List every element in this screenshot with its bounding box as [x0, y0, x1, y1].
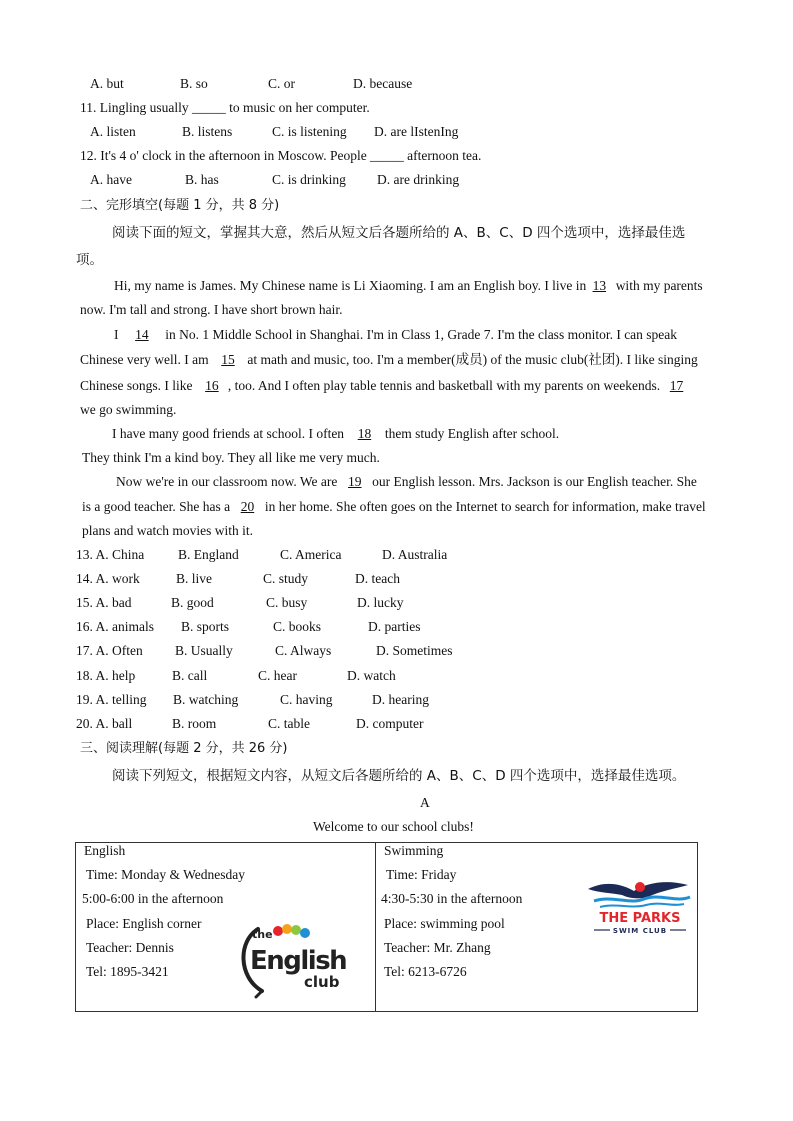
section-2-instruction-cont: 项。: [76, 252, 103, 268]
passage-text: is a good teacher. She has a: [82, 499, 234, 514]
q19-option-b[interactable]: B. watching: [173, 692, 239, 707]
passage-text: Now we're in our classroom now. We are: [116, 474, 341, 489]
q12-stem: 12. It's 4 o' clock in the afternoon in Moscow. People _____ afternoon tea.: [80, 148, 482, 163]
swimming-club-time: Time: Friday: [386, 867, 457, 882]
q11-option-a[interactable]: A. listen: [90, 124, 136, 139]
q20-option-a[interactable]: 20. A. ball: [76, 716, 133, 731]
q13-option-b[interactable]: B. England: [178, 547, 239, 562]
english-club-logo: [236, 919, 356, 999]
q10-option-c[interactable]: C. or: [268, 76, 295, 91]
passage-line: [114, 277, 703, 295]
q15-option-b[interactable]: B. good: [171, 595, 214, 610]
q12-option-d[interactable]: D. are drinking: [377, 172, 460, 187]
q13-option-d[interactable]: D. Australia: [382, 547, 448, 562]
english-club-place: Place: English corner: [86, 916, 202, 931]
english-logo-small: the: [252, 928, 273, 941]
blank-17: 17: [669, 378, 684, 393]
passage-text: at math and music, too. I'm a member(成员) of the music club(社团). I like singing: [243, 352, 698, 367]
q12-option-a[interactable]: A. have: [90, 172, 132, 187]
q18-option-c[interactable]: C. hear: [258, 668, 297, 683]
section-2-instruction: 阅读下面的短文，掌握其大意，然后从短文后各题所给的 A、B、C、D 四个选项中，选择最佳选: [112, 225, 686, 241]
passage-line: [116, 473, 697, 491]
blank-15: 15: [221, 352, 235, 367]
passage-line: [80, 377, 690, 395]
q17-option-b[interactable]: B. Usually: [175, 643, 233, 658]
q12-option-b[interactable]: B. has: [185, 172, 219, 187]
q11-option-c[interactable]: C. is listening: [272, 124, 347, 139]
passage-line: [114, 326, 677, 344]
passage-text: Chinese very well. I am: [80, 352, 212, 367]
q16-option-a[interactable]: 16. A. animals: [76, 619, 154, 634]
swimming-club-place: Place: swimming pool: [384, 916, 505, 931]
swimming-club-name: Swimming: [384, 843, 444, 858]
passage-line: [112, 425, 559, 443]
passage-line: plans and watch movies with it.: [82, 523, 253, 538]
swimming-club-hours: 4:30-5:30 in the afternoon: [381, 891, 523, 906]
q16-option-c[interactable]: C. books: [273, 619, 322, 634]
q18-option-d[interactable]: D. watch: [347, 668, 396, 683]
blank-19: 19: [348, 474, 362, 489]
passage-text: Chinese songs. I like: [80, 378, 196, 393]
section-3-title: 三、阅读理解(每题 2 分，共 26 分): [80, 741, 288, 756]
q14-option-c[interactable]: C. study: [263, 571, 309, 586]
english-club-hours: 5:00-6:00 in the afternoon: [82, 891, 224, 906]
blank-20: 20: [240, 499, 255, 514]
q15-option-c[interactable]: C. busy: [266, 595, 308, 610]
q15-option-d[interactable]: D. lucky: [357, 595, 404, 610]
q14-option-b[interactable]: B. live: [176, 571, 212, 586]
passage-text: them study English after school.: [381, 426, 560, 441]
passage-text: Hi, my name is James. My Chinese name is Li Xiaoming. I am an English boy. I live in: [114, 278, 587, 293]
english-club-time: Time: Monday & Wednesday: [86, 867, 246, 882]
q17-option-a[interactable]: 17. A. Often: [76, 643, 143, 658]
q12-option-c[interactable]: C. is drinking: [272, 172, 346, 187]
q18-option-a[interactable]: 18. A. help: [76, 668, 136, 683]
english-logo-club: club: [304, 973, 340, 991]
section-2-title: 二、完形填空(每题 1 分，共 8 分): [80, 198, 280, 213]
swimming-club-tel: Tel: 6213-6726: [384, 964, 467, 979]
swimming-club-teacher: Teacher: Mr. Zhang: [384, 940, 491, 955]
blank-14: 14: [135, 327, 149, 342]
passage-text: I have many good friends at school. I often: [112, 426, 348, 441]
passage-text: , too. And I often play table tennis and basketball with my parents on weekends.: [227, 378, 664, 393]
clubs-table: [75, 842, 698, 1012]
q18-option-b[interactable]: B. call: [172, 668, 208, 683]
reading-a-heading: Welcome to our school clubs!: [313, 819, 474, 834]
passage-line: we go swimming.: [80, 402, 177, 417]
blank-16: 16: [205, 378, 219, 393]
passage-text: with my parents: [612, 278, 703, 293]
english-club-tel: Tel: 1895-3421: [86, 964, 169, 979]
swimming-club-cell: [376, 843, 698, 1012]
passage-text: in her home. She often goes on the Internet to search for information, make travel: [261, 499, 706, 514]
q17-option-d[interactable]: D. Sometimes: [376, 643, 453, 658]
passage-line: [82, 498, 706, 516]
english-club-logo-graphic: [236, 919, 356, 999]
blank-13: 13: [592, 278, 607, 293]
english-club-teacher: Teacher: Dennis: [86, 940, 174, 955]
passage-text: our English lesson. Mrs. Jackson is our English teacher. She: [368, 474, 697, 489]
q19-option-a[interactable]: 19. A. telling: [76, 692, 147, 707]
q10-option-a[interactable]: A. but: [90, 76, 124, 91]
swim-club-logo: [584, 877, 696, 939]
q14-option-a[interactable]: 14. A. work: [76, 571, 140, 586]
section-3-instruction: 阅读下列短文，根据短文内容，从短文后各题所给的 A、B、C、D 四个选项中，选择最佳选项。: [112, 768, 686, 784]
q11-option-b[interactable]: B. listens: [182, 124, 233, 139]
swim-logo-title: THE PARKS: [599, 911, 681, 926]
q19-option-d[interactable]: D. hearing: [372, 692, 429, 707]
swim-club-logo-graphic: [584, 877, 696, 939]
q16-option-d[interactable]: D. parties: [368, 619, 421, 634]
q15-option-a[interactable]: 15. A. bad: [76, 595, 132, 610]
q13-option-c[interactable]: C. America: [280, 547, 342, 562]
q20-option-b[interactable]: B. room: [172, 716, 217, 731]
q11-stem: 11. Lingling usually _____ to music on her computer.: [80, 100, 370, 115]
q16-option-b[interactable]: B. sports: [181, 619, 230, 634]
q11-option-d[interactable]: D. are lIstenIng: [374, 124, 459, 139]
blank-18: 18: [357, 426, 372, 441]
english-club-cell: [76, 843, 376, 1012]
english-club-name: English: [84, 843, 126, 858]
q19-option-c[interactable]: C. having: [280, 692, 333, 707]
reading-part-label: A: [420, 795, 430, 810]
q13-option-a[interactable]: 13. A. China: [76, 547, 145, 562]
passage-line: now. I'm tall and strong. I have short brown hair.: [80, 302, 343, 317]
q10-option-d[interactable]: D. because: [353, 76, 413, 91]
passage-text: I: [114, 327, 122, 342]
passage-line: [80, 351, 698, 369]
passage-line: They think I'm a kind boy. They all like me very much.: [82, 450, 380, 465]
passage-text: in No. 1 Middle School in Shanghai. I'm in Class 1, Grade 7. I'm the class monitor. I can speak: [161, 327, 678, 342]
q20-option-c[interactable]: C. table: [268, 716, 310, 731]
english-logo-word: English: [250, 946, 347, 976]
q17-option-c[interactable]: C. Always: [275, 643, 332, 658]
q14-option-d[interactable]: D. teach: [355, 571, 400, 586]
q20-option-d[interactable]: D. computer: [356, 716, 424, 731]
q10-option-b[interactable]: B. so: [180, 76, 208, 91]
swim-logo-sub: SWIM CLUB: [612, 927, 668, 935]
